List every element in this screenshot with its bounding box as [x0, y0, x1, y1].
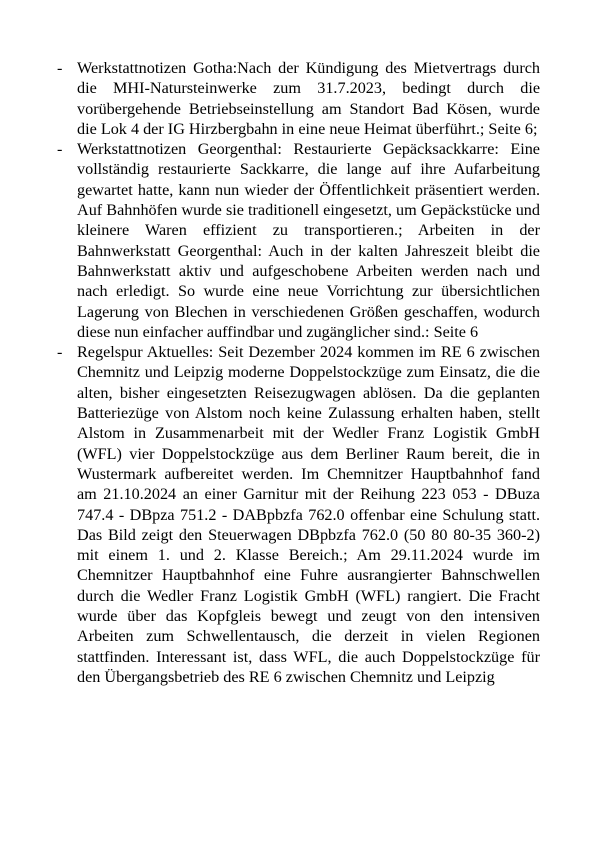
- bullet-dash: -: [57, 59, 63, 77]
- list-item: [0, 58, 595, 139]
- article-summary-list: [0, 58, 595, 687]
- list-item: [0, 139, 595, 342]
- list-item-text: Regelspur Aktuelles: Seit Dezember 2024 kommen im RE 6 zwischen Chemnitz und Leipzig moderne Doppelstockzüge zum Einsatz, die die alten, bisher eingesetzten Reisezugwagen ablösen. Da die geplanten Batteriezüge von Alstom noch keine Zulassung erhalten haben, stellt Alstom in Zusammenarbeit mit der Wedler Franz Logistik GmbH (WFL) vier Doppelstockzüge aus dem Berliner Raum bereit, die in Wustermark aufbereitet werden. Im Chemnitzer Hauptbahnhof fand am 21.10.2024 an einer Garnitur mit der Reihung 223 053 - DBuza 747.4 - DBpza 751.2 - DABpbzfa 762.0 offenbar eine Schulung statt. Das Bild zeigt den Steuerwagen DBpbzfa 762.0 (50 80 80-35 360-2) mit einem 1. und 2. Klasse Bereich.; Am 29.11.2024 wurde im Chemnitzer Hauptbahnhof eine Fuhre ausrangierter Bahnschwellen durch die Wedler Franz Logistik GmbH (WFL) rangiert. Die Fracht wurde über das Kopfgleis bewegt und zeugt von den intensiven Arbeiten zum Schwellentausch, die derzeit in vielen Regionen stattfinden. Interessant ist, dass WFL, die auch Doppelstockzüge für den Übergangsbetrieb des RE 6 zwischen Chemnitz und Leipzig: [77, 343, 540, 686]
- list-item-text: Werkstattnotizen Gotha:Nach der Kündigung des Mietvertrags durch die MHI-Natursteinwerke zum 31.7.2023, bedingt durch die vorübergehende Betriebseinstellung am Standort Bad Kösen, wurde die Lok 4 der IG Hirzbergbahn in eine neue Heimat überführt.; Seite 6;: [77, 59, 540, 138]
- bullet-dash: -: [57, 343, 63, 362]
- list-item: [0, 342, 595, 687]
- bullet-dash: -: [57, 140, 63, 159]
- list-item-text: Werkstattnotizen Georgenthal: Restaurierte Gepäcksackkarre: Eine vollständig restaurierte Sackkarre, die lange auf ihre Aufarbeitung gewartet hatte, kann nun wieder der Öffentlichkeit präsentiert werden. Auf Bahnhöfen wurde sie traditionell eingesetzt, um Gepäckstücke und kleinere Waren effizient zu transportieren.; Arbeiten in der Bahnwerkstatt Georgenthal: Auch in der kalten Jahreszeit bleibt die Bahnwerkstatt aktiv und aufgeschobene Arbeiten werden nach und nach erledigt. So wurde eine neue Vorrichtung zur übersichtlichen Lagerung von Blechen in verschiedenen Größen geschaffen, wodurch diese nun einfacher auffindbar und zugänglicher sind.: Seite 6: [77, 140, 540, 341]
